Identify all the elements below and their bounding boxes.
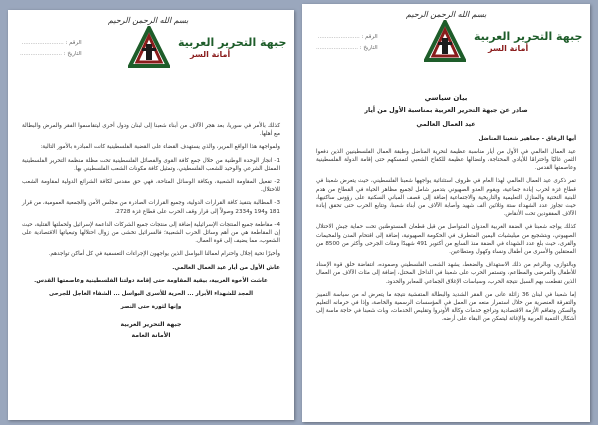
reference-fields: [316, 32, 378, 54]
slogan: وإنها لثورة حتى النصر: [120, 304, 182, 311]
document-title: بيان سياسي: [424, 94, 468, 102]
list-item: 3- المطالبة بتنفيذ كافة القرارات الدولية، وجميع القرارات الصادرة من مجلس الأمن والجمعية العمومية، من قرار 181 و194 و2334 وصولاً إلى قرار وقف الحرب على قطاع غزة 2728.: [22, 200, 280, 215]
paragraph: إما شعبنا في لبنان 36 زائلة عانى من الفقر الشديد والبطالة المتفشية نتيجة ما يتعرض له من سياسة التمييز والتفرقة العنصرية من خلال استمرار منعه من العمل في المؤسسات الرسمية والخاصة، وإذا في حرمانه التعليم والسكن وتفاقم الأزمة الاقتصادية وتراجع خدمات وكالة الأونروا وتقليص الخدمات، وبات شعبنا في حاجة ماسة إلى أشكال التنمية العربية والإغاثة ليتمكن من البقاء على أرضه.: [316, 291, 576, 323]
date-dots: ........................: [316, 45, 358, 51]
signature-block: [22, 319, 280, 341]
org-logo-icon: [424, 20, 466, 64]
slogan: المجد للشهداء الأبرار ... الحرية للأسرى البواسل ... الشفاء العاجل للجرحى: [48, 291, 254, 298]
document-body: [22, 122, 280, 341]
number-label: الرقم :: [361, 34, 378, 40]
paragraph: عيد العمال العالمي في الأول من أيار مناسبة عظيمة لنحرية المناضل وطبقة العمال الفلسطينيين الذين دفعوا الثمن غاليًا واحترامًا للأيادي المحتاجة، ولنضالها عظيمة للكفاح الشعبي لتمسكهم حتى إقامة الدولة الفلسطينية وعاصمتها القدس.: [316, 148, 576, 172]
org-subtitle: أمانة السر: [488, 44, 529, 53]
org-name: جبهة التحرير العربية: [178, 36, 287, 49]
slogan: عاشت الأخوة العربية، بيقية المقاومة حتى إقامة دولتنا الفلسطينية وعاصمتها القدس.: [34, 277, 268, 284]
number-label: الرقم :: [65, 40, 82, 46]
paragraph: عاش الأول من أيار عيد العمال العالمي.: [172, 264, 280, 271]
date-label: التاريخ :: [63, 51, 82, 57]
paragraph: كذلك بالأمر في سوريا، بعد هجر الآلاف من أبناء شعبنا إلى لبنان ودول أخرى ليتقاسموا الفقر والمرض والبطالة مع أهلها.: [22, 123, 280, 138]
document-subtitle-2: عيد العمال العالمي: [416, 120, 476, 129]
document-body: [316, 88, 576, 329]
basmala: بسم الله الرحمن الرحيم: [108, 16, 189, 25]
number-dots: ........................: [317, 34, 360, 40]
paragraph: ولمواجهة هذا الواقع المرير، والذي يستهدف القضاء على القضية الفلسطينية كانت المبادرة بالأمور التالية:: [40, 144, 280, 151]
org-logo-icon: [128, 26, 170, 70]
paragraph: وبالتوازي، وبالرغم من ذلك الاستهداف والضغط، يشهد الشعب الفلسطيني وصموده، انتفاضة خلق قوة الإسناد للأطفال والمرضى والمطاعم، وتستمر الحرب على شعبنا في الداخل المحتل، إضافة إلى مئات الآلاف من العمال الذين تقطعت بهم السبل نتيجة الحرب، وسياسات الإغلاق الجماعي للمعابر والحدود.: [316, 262, 576, 285]
org-subtitle: أمانة السر: [190, 50, 231, 59]
org-name: جبهة التحرير العربية: [474, 30, 583, 43]
document-page-1: [302, 4, 590, 422]
paragraph: وأخيرًا تحية إجلال واحترام لعمالنا البواسل الذين يواجهون الإجراءات التعسفية في كل أماكن تواجدهم.: [48, 251, 280, 258]
date-dots: ........................: [20, 51, 62, 57]
basmala: بسم الله الرحمن الرحيم: [406, 10, 487, 19]
list-item: 2- تفعيل المقاومة الشعبية، وبكافة الوسائل المتاحة، فهي حق مقدس لكافة الشرائع الدولية لمقاومة الشعب للاحتلال.: [22, 179, 280, 194]
paragraph: تمر ذكرى عيد العمال العالمي لهذا العام في ظروف استثنائية يواجهها شعبنا الفلسطيني، حيث يتعرض شعبنا في قطاع غزة لحرب إبادة جماعية، ويقوم العدو الصهيوني بتدمير شامل لجميع مظاهر الحياة في القطاع من هدم للبنية التحتية والمنازل التعليمية والتاريخية والاجتماعية إضافة إلى قصف المباني السكنية على رؤوس ساكنيها، حيث تجاوز عدد الشهداء ستة وثلاثين ألف شهيد وأصابة الآلاف من أبناء شعبنا، وتتابع الحرب حتى تحقق إبادة الآلاف المفقودين تحت الأنقاض.: [316, 178, 576, 218]
letterhead: [302, 4, 590, 76]
paragraph: كذلك يواجه شعبنا في الضفة الغربية العدوان المتواصل من قبل قطعان المستوطنين تحت حماية جيش الاحتلال الصهيوني، وبتشجيع من ميليشيات اليمين المتطرف في الحكومة الصهيونية، إضافة إلى اقتحام المدن والمخيمات والقرى، حيث بلغ عدد الشهداء في الضفة منذ السابع من أكتوبر 491 شهيدًا ومئات الجرحى وأكثر من 8500 من المعتقلين والأسرى من أطفال ونساء وكهول ومتطاعين.: [316, 224, 576, 256]
letterhead: [8, 10, 294, 82]
signature-office: الأمانة العامة: [131, 332, 171, 340]
greeting: أيها الرفاق - جماهير شعبنا المناضل: [478, 135, 576, 142]
number-dots: ........................: [21, 40, 64, 46]
list-item: 1- انجاز الوحدة الوطنية من خلال جمع كافة القوى والفصائل الفلسطينية تحت مظلة منظمة التحرير الفلسطينية الممثل الشرعي والوحيد للشعب الفلسطيني، وتمثيل كافة مكونات الشعب الفلسطيني بها.: [22, 157, 280, 172]
date-label: التاريخ :: [359, 45, 378, 51]
list-item: 4- مقاطعة جميع المنتجات الإسرائيلية إضافة إلى منتجات جميع الشركات الداعمة لإسرائيل ولحملتها القتلية، حيث إن المقاطعة هي من أهم وسائل الحرب الشعبية؛ فالسرائيل تخشى من زوال احتلالها وتبعياتها الاقتصادية على الشعوب، مما يضيف إلى قوة العمال.: [22, 221, 280, 245]
document-page-2: [8, 10, 294, 420]
signature-org: جبهة التحرير العربية: [120, 321, 182, 329]
document-subtitle: صادر عن جبهة التحرير العربية بمناسبة الأول من أيار: [364, 106, 528, 115]
reference-fields: [20, 38, 82, 60]
